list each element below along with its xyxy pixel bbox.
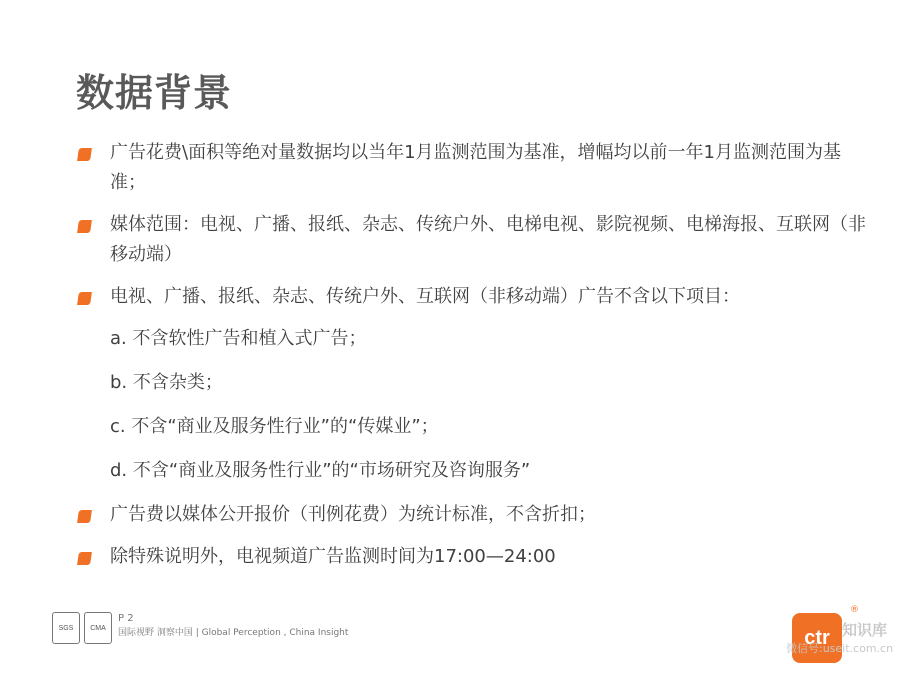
certification-logos (52, 612, 112, 644)
bullet-text: 广告费以媒体公开报价（刊例花费）为统计标准，不含折扣； (110, 504, 596, 525)
bullet-icon (77, 292, 92, 305)
bullet-item (76, 500, 866, 530)
bullet-item (76, 282, 866, 312)
ctr-logo-icon: ctr (792, 613, 842, 663)
registered-mark: ® (850, 605, 859, 615)
footer-slogan: 国际视野 洞察中国 | Global Perception , China Insight (118, 628, 349, 638)
brand-watermark (786, 605, 895, 665)
bullet-text: 除特殊说明外，电视频道广告监测时间为17:00—24:00 (110, 546, 556, 567)
sub-item: a. 不含软性广告和植入式广告； (110, 328, 367, 349)
bullet-list (76, 138, 866, 584)
wechat-id: 微信号:useit.com.cn (786, 642, 894, 655)
cma-logo: CMA (84, 612, 112, 644)
page-number: P 2 (118, 613, 134, 624)
page-title: 数据背景 (76, 71, 233, 115)
bullet-icon (77, 220, 92, 233)
sub-item: c. 不含“商业及服务性行业”的“传媒业”； (110, 416, 439, 437)
sub-item: b. 不含杂类； (110, 372, 223, 393)
bullet-icon (77, 510, 92, 523)
footer (118, 612, 348, 640)
bullet-item (76, 138, 866, 198)
bullet-item (76, 542, 866, 572)
brand-name: 知识库 (842, 621, 888, 639)
bullet-icon (77, 148, 92, 161)
sgs-logo: SGS (52, 612, 80, 644)
sub-item: d. 不含“商业及服务性行业”的“市场研究及咨询服务” (110, 460, 531, 481)
bullet-text: 电视、广播、报纸、杂志、传统户外、互联网（非移动端）广告不含以下项目： (110, 286, 740, 307)
bullet-icon (77, 552, 92, 565)
bullet-item (76, 210, 866, 270)
bullet-text: 媒体范围：电视、广播、报纸、杂志、传统户外、电梯电视、影院视频、电梯海报、互联网（非移动端） (110, 214, 866, 265)
bullet-text: 广告花费\面积等绝对量数据均以当年1月监测范围为基准，增幅均以前一年1月监测范围为基准； (110, 142, 841, 193)
